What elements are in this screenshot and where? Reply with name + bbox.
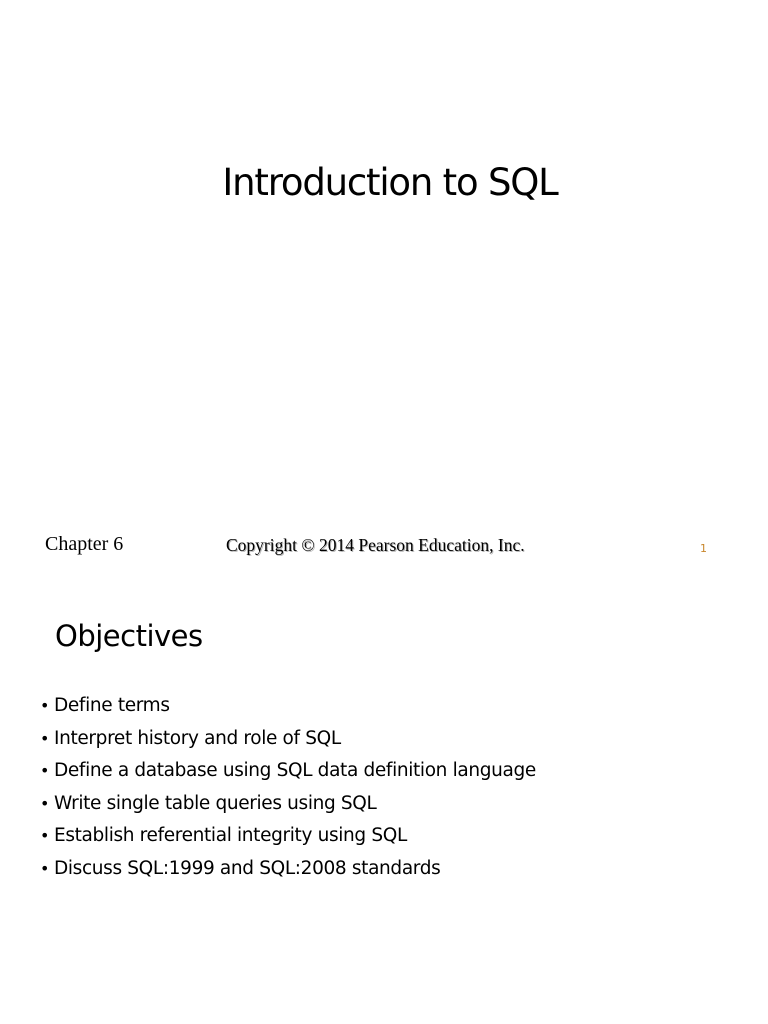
bullet-icon: • [40, 858, 50, 878]
slide-2 [0, 578, 768, 1024]
page-number: 1 [700, 542, 707, 555]
list-item [40, 853, 536, 886]
list-item-text: Define a database using SQL data definition language [54, 760, 536, 782]
list-item [40, 788, 536, 821]
list-item-text: Interpret history and role of SQL [54, 727, 341, 749]
list-item [40, 723, 536, 756]
objectives-title: Objectives [55, 619, 203, 653]
slide-title: Introduction to SQL [222, 161, 558, 204]
objectives-list [40, 690, 536, 886]
copyright-notice: Copyright © 2014 Pearson Education, Inc. [226, 535, 525, 555]
list-item [40, 820, 536, 853]
chapter-label: Chapter 6 [45, 533, 124, 555]
list-item [40, 755, 536, 788]
list-item-text: Discuss SQL:1999 and SQL:2008 standards [54, 857, 441, 879]
list-item-text: Write single table queries using SQL [54, 792, 377, 814]
list-item [40, 690, 536, 723]
bullet-icon: • [40, 793, 50, 813]
list-item-text: Define terms [54, 695, 170, 716]
bullet-icon: • [40, 696, 50, 715]
list-item-text: Establish referential integrity using SQL [54, 825, 407, 847]
bullet-icon: • [40, 826, 50, 846]
bullet-icon: • [40, 761, 50, 781]
bullet-icon: • [40, 728, 50, 748]
